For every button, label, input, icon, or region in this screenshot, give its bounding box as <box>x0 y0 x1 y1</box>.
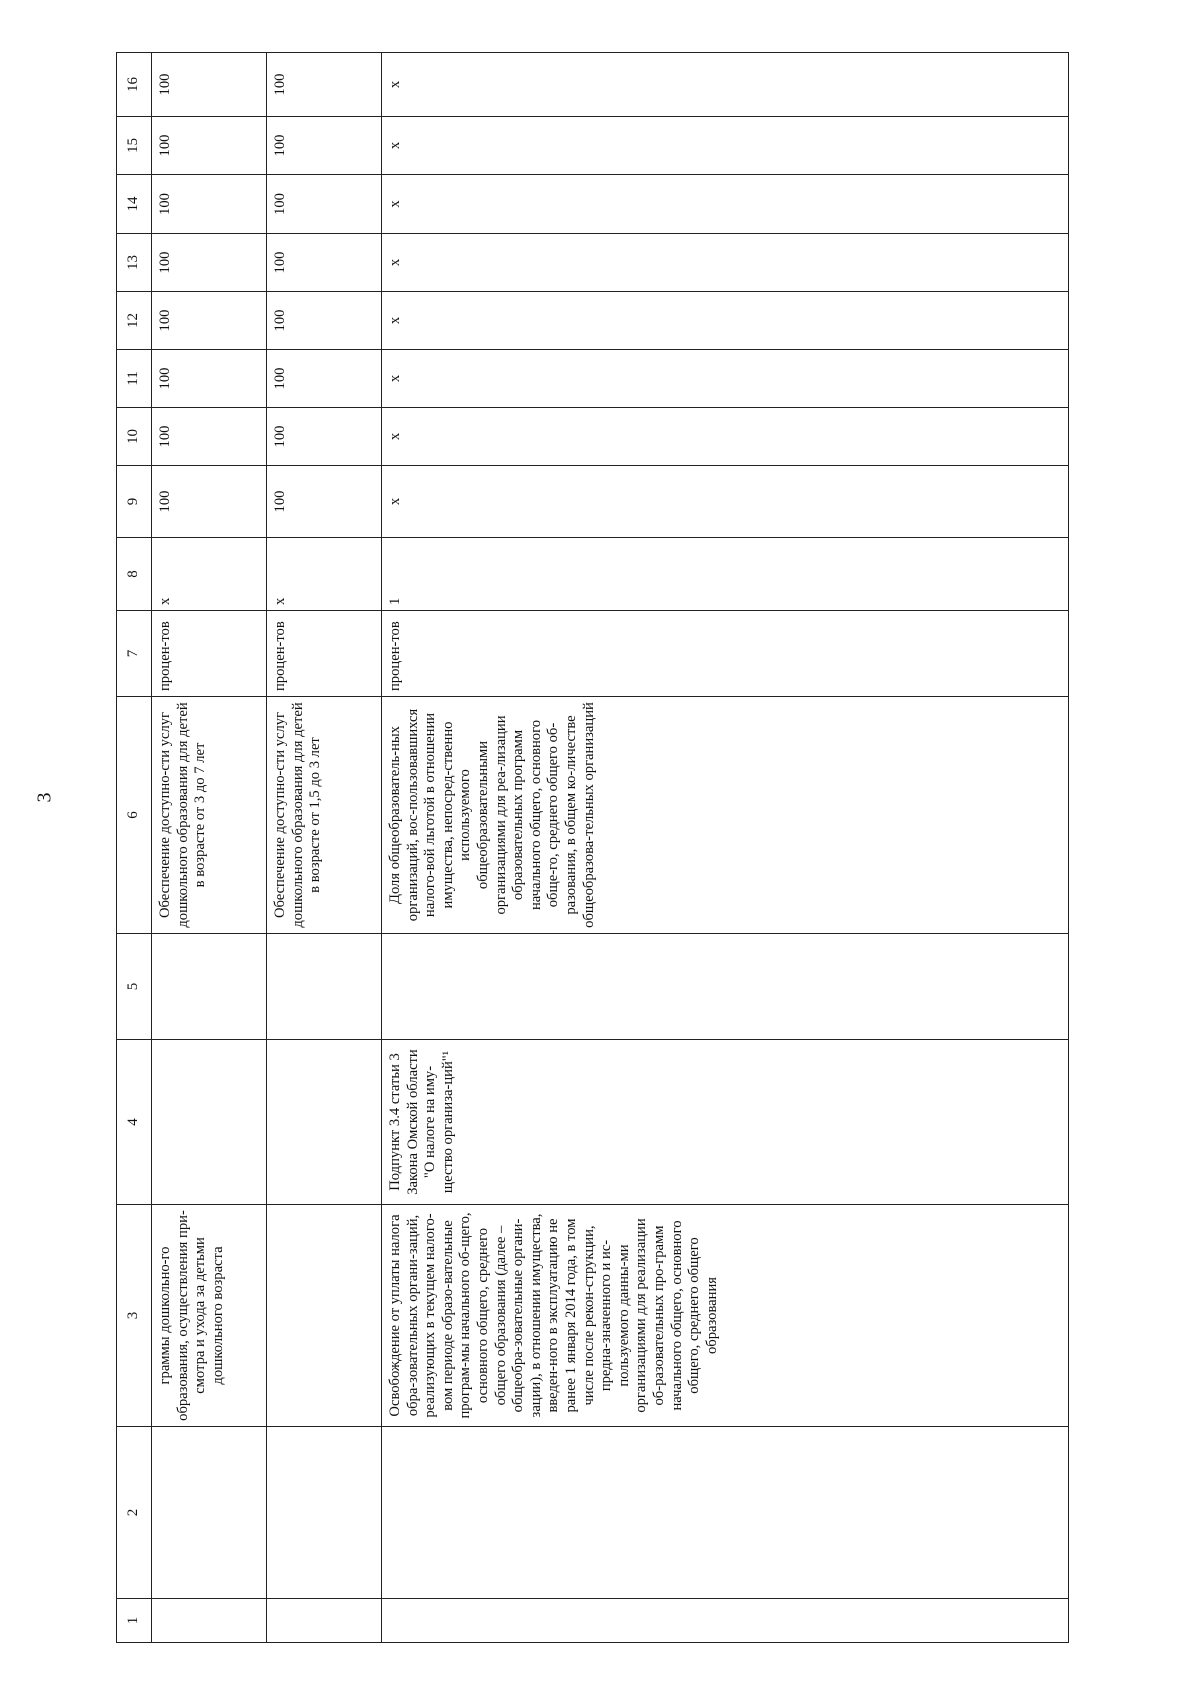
value-cell: 100 <box>152 175 267 234</box>
column-header: 14 <box>117 175 152 234</box>
value-cell: х <box>382 234 1069 292</box>
column-header: 8 <box>117 538 152 611</box>
value-cell: 100 <box>267 117 382 175</box>
value-cell: 100 <box>152 466 267 538</box>
value-cell: 100 <box>152 350 267 408</box>
column-header: 2 <box>117 1427 152 1599</box>
value-cell: х <box>382 408 1069 466</box>
legal-basis-cell: Подпункт 3.4 статьи 3 Закона Омской области "О налоге на иму-щество организа-ций"¹ <box>382 1040 1069 1205</box>
value-cell: 100 <box>267 175 382 234</box>
value-cell: х <box>152 538 267 611</box>
value-cell: х <box>382 292 1069 350</box>
column-header: 6 <box>117 697 152 934</box>
column-header: 10 <box>117 408 152 466</box>
page-number: 3 <box>33 792 56 803</box>
value-cell: 1 <box>382 538 1069 611</box>
column-header: 11 <box>117 350 152 408</box>
column-header: 16 <box>117 53 152 117</box>
value-cell: 100 <box>152 408 267 466</box>
value-cell: 100 <box>152 53 267 117</box>
table-cell <box>152 934 267 1040</box>
table-cell <box>267 1040 382 1205</box>
value-cell: 100 <box>267 350 382 408</box>
table-cell <box>267 1427 382 1599</box>
indicator-name-cell: Доля общеобразователь-ных организаций, вос-пользовавшихся налого-вой льготой в отношении имущества, непосред-ственно используемого общеобразовательными организациями для реа-лизации образовательных программ начального общего, основного обще-го, среднего общего об-разования, в общем ко-личестве общеобразова-тельных организаций <box>382 697 1069 934</box>
value-cell: 100 <box>267 292 382 350</box>
value-cell: х <box>382 53 1069 117</box>
table-cell <box>267 934 382 1040</box>
value-cell: 100 <box>152 292 267 350</box>
value-cell: х <box>382 175 1069 234</box>
table-cell <box>152 1427 267 1599</box>
benefit-description-cell: Освобождение от уплаты налога обра-зовательных органи-заций, реализующих в текущем налого-вом периоде образо-вательные програм-мы начального об-щего, основного общего, среднего общего образования (далее – общеобра-зовательные органи-зации), в отношении имущества, введен-ного в эксплуатацию не ранее 1 января 2014 года, в том числе после рекон-струкции, предна-значенного и ис-пользуемого данны-ми организациями для реализации об-разовательных про-грамм начального общего, основного общего, среднего общего образования <box>382 1205 1069 1427</box>
table-cell <box>382 934 1069 1040</box>
table-row <box>267 53 382 1643</box>
table-row <box>152 53 267 1643</box>
value-cell: 100 <box>267 234 382 292</box>
table-cell <box>267 1205 382 1427</box>
benefit-description-cell: граммы дошкольно-го образования, осуществления при-смотра и ухода за детьми дошкольного возраста <box>152 1205 267 1427</box>
table-cell <box>382 1427 1069 1599</box>
value-cell: х <box>382 117 1069 175</box>
unit-cell: процен-тов <box>267 611 382 697</box>
column-header: 15 <box>117 117 152 175</box>
value-cell: 100 <box>152 234 267 292</box>
table-cell <box>152 1040 267 1205</box>
value-cell: 100 <box>267 53 382 117</box>
value-cell: 100 <box>267 408 382 466</box>
column-header: 1 <box>117 1599 152 1643</box>
column-header: 7 <box>117 611 152 697</box>
column-header: 12 <box>117 292 152 350</box>
rotated-table-container <box>116 53 1096 1643</box>
value-cell: х <box>382 350 1069 408</box>
column-header: 5 <box>117 934 152 1040</box>
column-header: 4 <box>117 1040 152 1205</box>
value-cell: х <box>382 466 1069 538</box>
unit-cell: процен-тов <box>152 611 267 697</box>
header-row <box>117 53 152 1643</box>
indicator-name-cell: Обеспечение доступно-сти услуг дошкольного образования для детей в возрасте от 3 до 7 лет <box>152 697 267 934</box>
column-header: 3 <box>117 1205 152 1427</box>
unit-cell: процен-тов <box>382 611 1069 697</box>
column-header: 13 <box>117 234 152 292</box>
value-cell: х <box>267 538 382 611</box>
indicators-table <box>116 52 1069 1643</box>
table-cell <box>267 1599 382 1643</box>
table-row <box>382 53 1069 1643</box>
indicator-name-cell: Обеспечение доступно-сти услуг дошкольного образования для детей в возрасте от 1,5 до 3 лет <box>267 697 382 934</box>
column-header: 9 <box>117 466 152 538</box>
value-cell: 100 <box>152 117 267 175</box>
table-cell <box>382 1599 1069 1643</box>
table-cell <box>152 1599 267 1643</box>
value-cell: 100 <box>267 466 382 538</box>
